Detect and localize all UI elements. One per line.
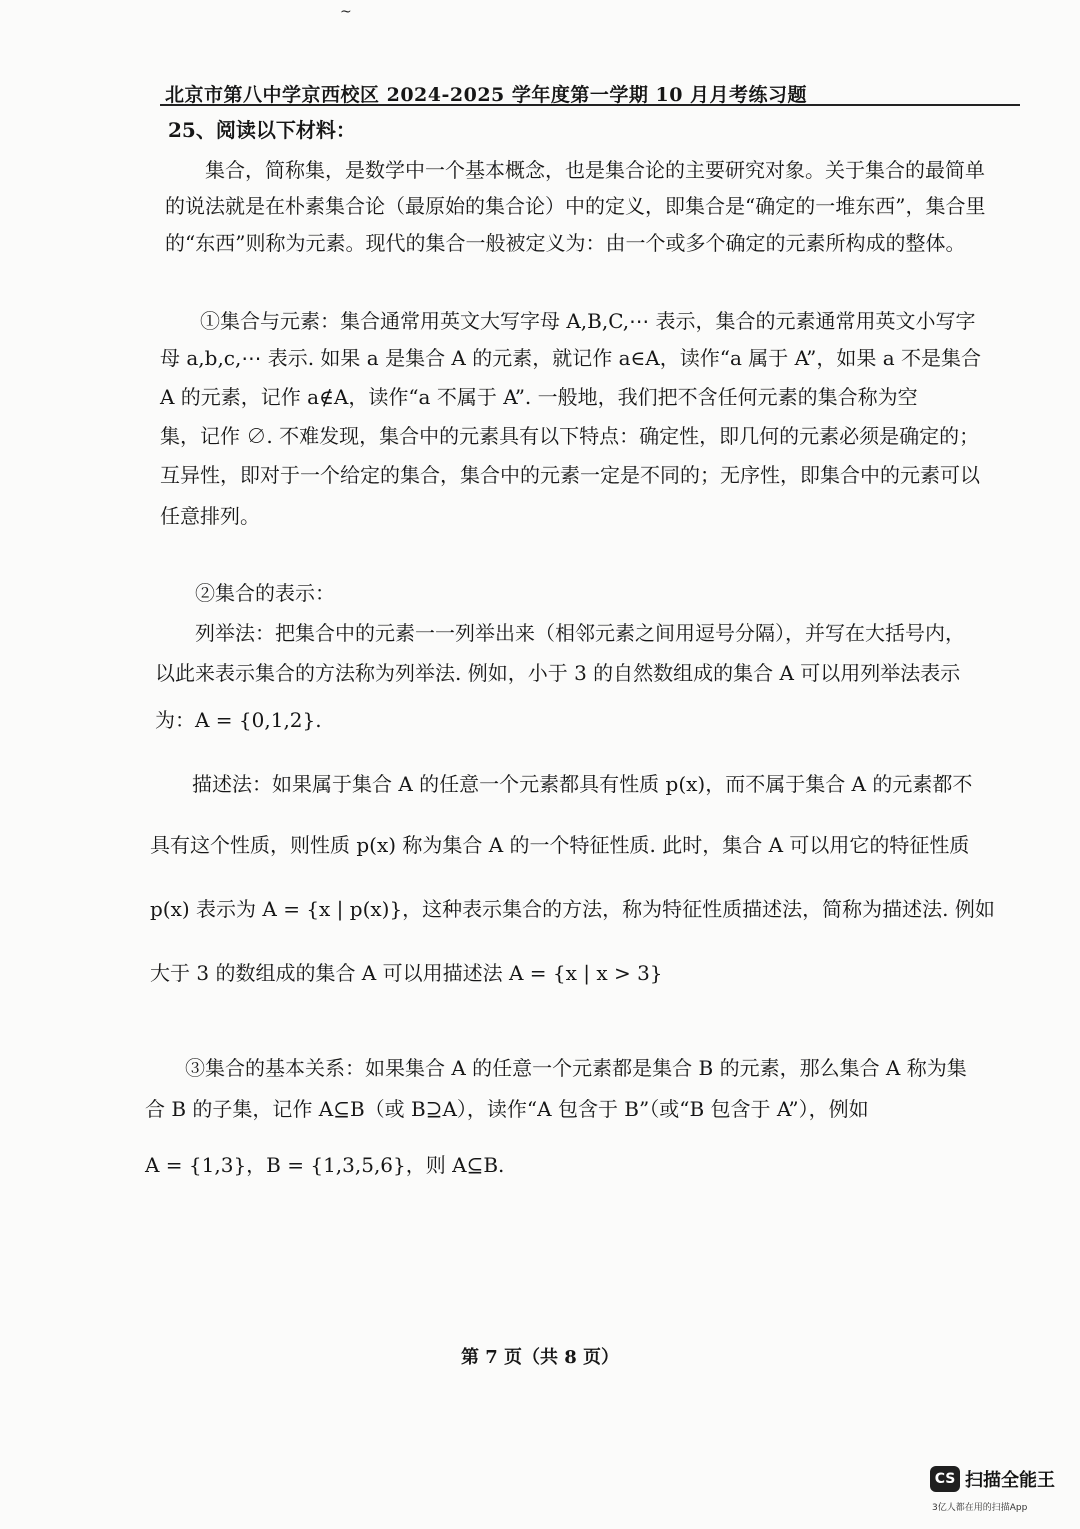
- header-rule: [160, 104, 1020, 106]
- section2-title: ②集合的表示：: [195, 581, 335, 605]
- desc-method-line-3: p(x) 表示为 A = {x | p(x)}，这种表示集合的方法，称为特征性质描述法，简称为描述法. 例如: [150, 897, 995, 921]
- page-footer: 第 7 页（共 8 页）: [460, 1347, 620, 1368]
- list-method-line-3: 为：A = {0,1,2}.: [155, 708, 322, 732]
- section1-line-4: 集，记作 ∅. 不难发现，集合中的元素具有以下特点：确定性，即几何的元素必须是确定的；: [160, 424, 980, 448]
- intro-line-3: 的“东西”则称为元素。现代的集合一般被定义为：由一个或多个确定的元素所构成的整体。: [165, 231, 966, 255]
- scan-mark: ~: [340, 4, 352, 20]
- section1-line-5: 互异性，即对于一个给定的集合，集合中的元素一定是不同的；无序性，即集合中的元素可以: [160, 463, 980, 487]
- desc-method-line-1: 描述法：如果属于集合 A 的任意一个元素都具有性质 p(x)，而不属于集合 A 的元素都不: [192, 772, 973, 796]
- camscanner-logo-icon: CS: [930, 1466, 960, 1492]
- section3-line-2: 合 B 的子集，记作 A⊆B（或 B⊇A），读作“A 包含于 B”（或“B 包含于 A”），例如: [145, 1097, 869, 1121]
- watermark-tagline: 3亿人都在用的扫描App: [932, 1503, 1028, 1513]
- question-number: 25、阅读以下材料：: [168, 118, 356, 142]
- intro-line-2: 的说法就是在朴素集合论（最原始的集合论）中的定义，即集合是“确定的一堆东西”，集合里: [165, 194, 986, 218]
- watermark-app-name: 扫描全能王: [965, 1470, 1055, 1491]
- desc-method-line-2: 具有这个性质，则性质 p(x) 称为集合 A 的一个特征性质. 此时，集合 A 可以用它的特征性质: [150, 833, 970, 857]
- section1-line-1: ①集合与元素：集合通常用英文大写字母 A,B,C,⋯ 表示，集合的元素通常用英文小写字: [200, 309, 976, 333]
- section3-line-3: A = {1,3}，B = {1,3,5,6}，则 A⊆B.: [145, 1153, 505, 1177]
- list-method-line-1: 列举法：把集合中的元素一一列举出来（相邻元素之间用逗号分隔），并写在大括号内，: [195, 621, 965, 645]
- section3-line-1: ③集合的基本关系：如果集合 A 的任意一个元素都是集合 B 的元素，那么集合 A 称为集: [185, 1056, 967, 1080]
- exam-header: 北京市第八中学京西校区 2024-2025 学年度第一学期 10 月月考练习题: [165, 84, 808, 106]
- section1-line-3: A 的元素，记作 a∉A，读作“a 不属于 A”. 一般地，我们把不含任何元素的集合称为空: [160, 385, 918, 409]
- intro-line-1: 集合，简称集，是数学中一个基本概念，也是集合论的主要研究对象。关于集合的最简单: [205, 158, 985, 182]
- scanner-watermark: [930, 1466, 1070, 1526]
- list-method-line-2: 以此来表示集合的方法称为列举法. 例如，小于 3 的自然数组成的集合 A 可以用列举法表示: [155, 661, 961, 685]
- section1-line-6: 任意排列。: [160, 504, 260, 528]
- desc-method-line-4: 大于 3 的数组成的集合 A 可以用描述法 A = {x | x > 3}: [150, 961, 663, 985]
- section1-line-2: 母 a,b,c,⋯ 表示. 如果 a 是集合 A 的元素，就记作 a∈A，读作“a 属于 A”，如果 a 不是集合: [160, 346, 981, 370]
